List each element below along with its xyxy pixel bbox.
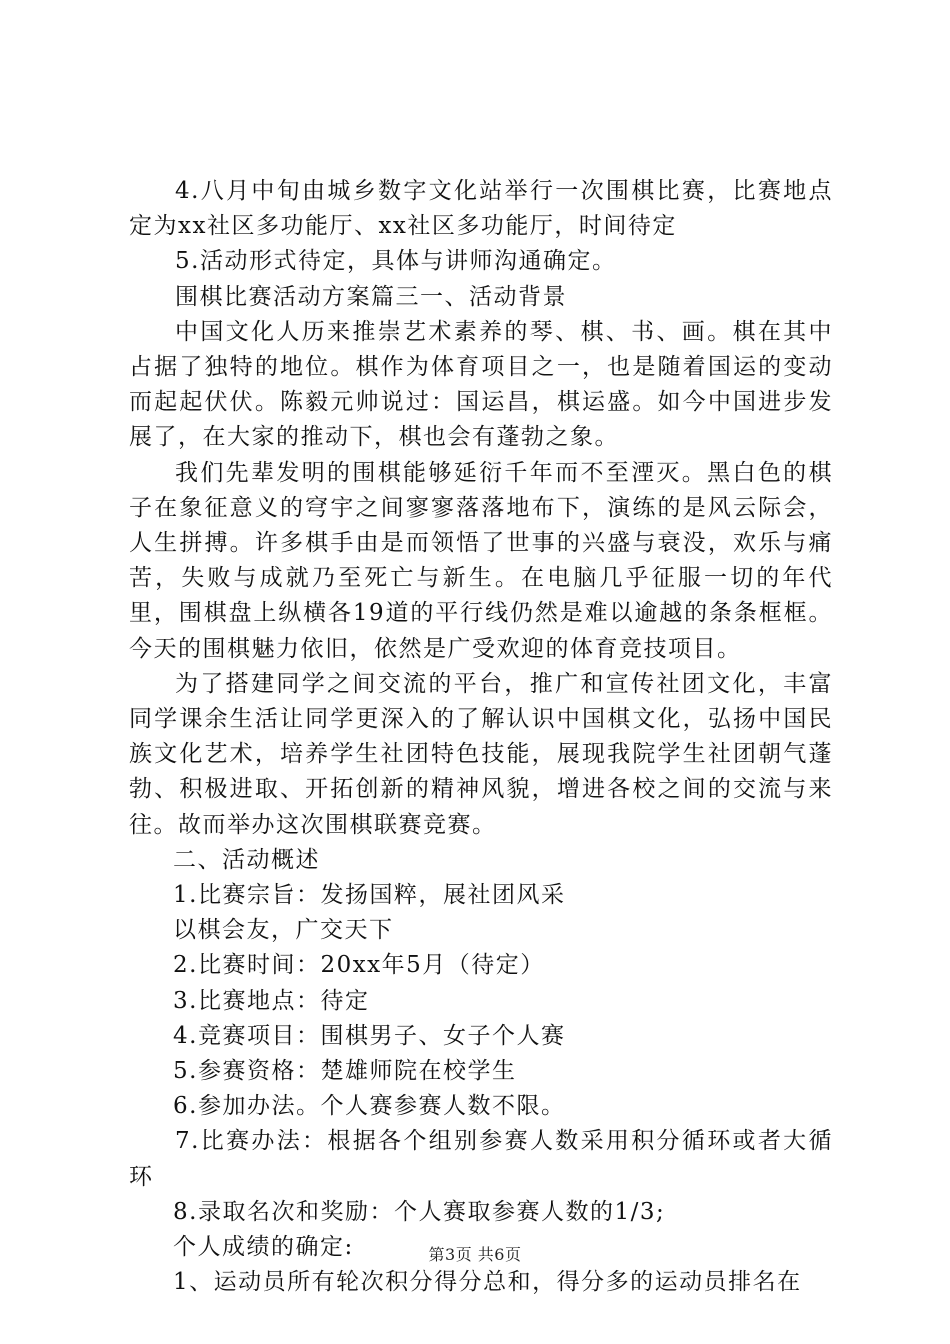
section-heading: 二、活动概述: [173, 846, 320, 873]
list-item: 4.竞赛项目：围棋男子、女子个人赛: [173, 1022, 566, 1049]
list-item: 3.比赛地点：待定: [173, 987, 370, 1014]
section-heading: 围棋比赛活动方案篇三一、活动背景: [175, 283, 567, 310]
list-item: 5.参赛资格：楚雄师院在校学生: [173, 1058, 517, 1085]
list-item: 8.录取名次和奖励：个人赛取参赛人数的1/3;: [173, 1198, 666, 1225]
page-footer: [0, 1242, 950, 1265]
document-body: [129, 174, 833, 1301]
list-item: 2.比赛时间：20xx年5月（待定）: [173, 952, 545, 979]
page-number: 第3页 共6页: [428, 1245, 522, 1264]
list-item: 7.比赛办法：根据各个组别参赛人数采用积分循环或者大循环: [129, 1128, 833, 1190]
paragraph: 为了搭建同学之间交流的平台，推广和宣传社团文化，丰富同学课余生活让同学更深入的了解认识中国棋文化，弘扬中国民族文化艺术，培养学生社团特色技能，展现我院学生社团朝气蓬勃、积极进取、开拓创新的精神风貌，增进各校之间的交流与来往。故而举办这次围棋联赛竞赛。: [129, 670, 833, 838]
list-item: 1.比赛宗旨：发扬国粹，展社团风采: [173, 882, 566, 909]
list-item: 6.参加办法。个人赛参赛人数不限。: [173, 1093, 566, 1120]
list-item: 个人成绩的确定:: [173, 1234, 354, 1261]
list-item: 1、运动员所有轮次积分得分总和，得分多的运动员排名在: [173, 1269, 802, 1296]
list-item: 以棋会友，广交天下: [173, 917, 394, 944]
paragraph: 4.八月中旬由城乡数字文化站举行一次围棋比赛，比赛地点定为xx社区多功能厅、xx社区多功能厅，时间待定: [129, 178, 833, 240]
paragraph: 中国文化人历来推崇艺术素养的琴、棋、书、画。棋在其中占据了独特的地位。棋作为体育项目之一，也是随着国运的变动而起起伏伏。陈毅元帅说过：国运昌，棋运盛。如今中国进步发展了，在大家的推动下，棋也会有蓬勃之象。: [129, 318, 833, 451]
paragraph: 我们先辈发明的围棋能够延衍千年而不至湮灭。黑白色的棋子在象征意义的穹宇之间寥寥落落地布下，演练的是风云际会，人生拼搏。许多棋手由是而领悟了世事的兴盛与衰没，欢乐与痛苦，失败与成就乃至死亡与新生。在电脑几乎征服一切的年代里，围棋盘上纵横各19道的平行线仍然是难以逾越的条条框框。今天的围棋魅力依旧，依然是广受欢迎的体育竞技项目。: [129, 459, 833, 662]
paragraph: 5.活动形式待定，具体与讲师沟通确定。: [175, 248, 617, 275]
